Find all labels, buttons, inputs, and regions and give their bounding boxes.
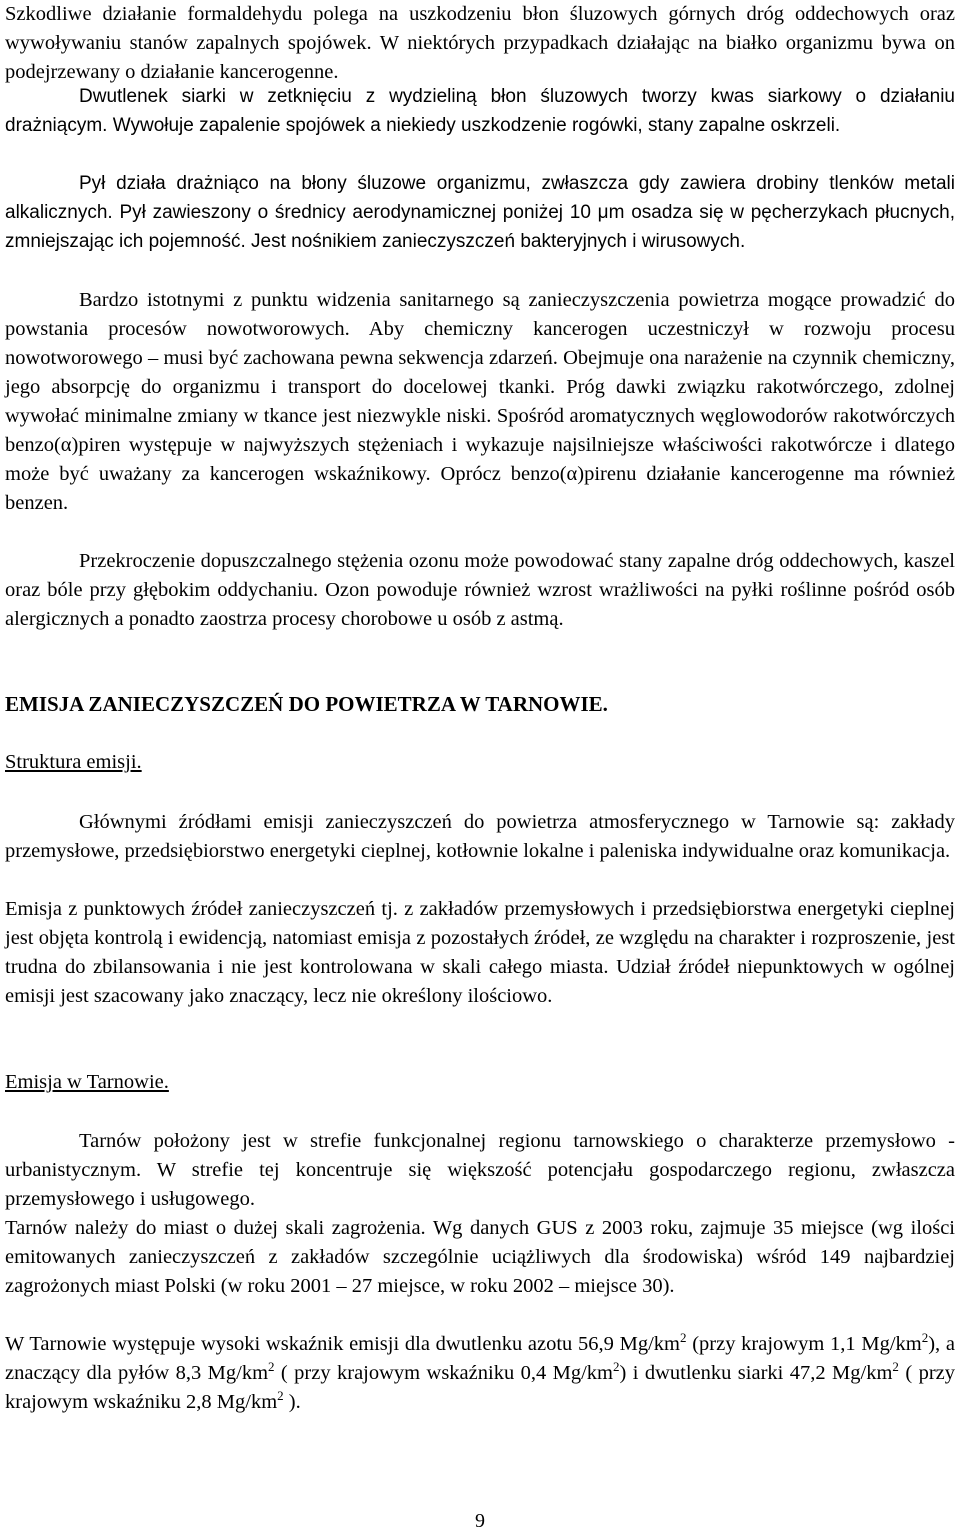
paragraph-emission-sources: Głównymi źródłami emisji zanieczyszczeń do powietrza atmosferycznego w Tarnowie są: zakłady przemysłowe, przedsiębiorstwo energetyki cieplnej, kotłownie lokalne i paleniska indywidualne oraz komunikacja. [5, 811, 955, 862]
paragraph-emission-indicators: W Tarnowie występuje wysoki wskaźnik emisji dla dwutlenku azotu 56,9 $Mg/km^2$ (przy krajowym 1,1 $Mg/km^2$), a znaczący dla pyłów 8,3 $Mg/km^2$ ( przy krajowym wskaźniku 0,4 $Mg/km^2$) i dwutlenku siarki 47,2 $Mg/km^2$ ( przy krajowym wskaźniku 2,8 $Mg/km^2$ ). [5, 1330, 955, 1413]
paragraph-formaldehyde: Szkodliwe działanie formaldehydu polega na uszkodzeniu błon śluzowych górnych dróg oddechowych oraz wywoływaniu stanów zapalnych spojówek. W niektórych przypadkach działając na białko organizmu bywa on podejrzewany o działanie kancerogenne. [5, 3, 955, 83]
paragraph-carcinogens: Bardzo istotnymi z punktu widzenia sanitarnego są zanieczyszczenia powietrza mogące prowadzić do powstania procesów nowotworowych. Aby chemiczny kancerogen uczestniczył w rozwoju procesu nowotworowego – musi być zachowana pewna sekwencja zdarzeń. Obejmuje ona narażenie na czynnik chemiczny, jego absorpcję do organizmu i transport do docelowej tkanki. Próg dawki związku rakotwórczego, zdolnej wywołać minimalne zmiany w tkance jest niezwykle niski. Spośród aromatycznych węglowodorów rakotwórczych benzo(α)piren występuje w najwyższych stężeniach i wykazuje najsilniejsze właściwości rakotwórcze i dlatego może być uważany za kancerogen wskaźnikowy. Oprócz benzo(α)pirenu działanie kancerogenne ma również benzen. [5, 289, 955, 514]
paragraph-sulfur-dioxide: Dwutlenek siarki w zetknięciu z wydzieliną błon śluzowych tworzy kwas siarkowy o działaniu drażniącym. Wywołuje zapalenie spojówek a niekiedy uszkodzenie rogówki, stany zapalne oskrzeli. [5, 86, 955, 136]
paragraph-ozone: Przekroczenie dopuszczalnego stężenia ozonu może powodować stany zapalne dróg oddechowych, kaszel oraz bóle przy głębokim oddychaniu. Ozon powoduje również wzrost wrażliwości na pyłki roślinne pośród osób alergicznych a ponadto zaostrza procesy chorobowe u osób z astmą. [5, 550, 955, 630]
paragraph-dust: Pył działa drażniąco na błony śluzowe organizmu, zwłaszcza gdy zawiera drobiny tlenków metali alkalicznych. Pył zawieszony o średnicy aerodynamicznej poniżej 10 μm osadza się w pęcherzykach płucnych, zmniejszając ich pojemność. Jest nośnikiem zanieczyszczeń bakteryjnych i wirusowych. [5, 173, 955, 252]
subheading-emission-tarnow: Emisja w Tarnowie. [5, 1071, 169, 1093]
page-number: 9 [475, 1510, 485, 1532]
paragraph-tarnow-location: Tarnów położony jest w strefie funkcjonalnej regionu tarnowskiego o charakterze przemysłowo - urbanistycznym. W strefie tej koncentruje się większość potencjału gospodarczego regionu, zwłaszcza przemysłowego i usługowego. [5, 1130, 955, 1210]
subheading-emission-structure: Struktura emisji. [5, 751, 142, 773]
section-heading: EMISJA ZANIECZYSZCZEŃ DO POWIETRZA W TARNOWIE. [5, 692, 608, 716]
paragraph-gus-ranking: Tarnów należy do miast o dużej skali zagrożenia. Wg danych GUS z 2003 roku, zajmuje 35 miejsce (wg ilości emitowanych zanieczyszczeń z zakładów szczególnie uciążliwych dla środowiska) wśród 149 najbardziej zagrożonych miast Polski (w roku 2001 – 27 miejsce, w roku 2002 – miejsce 30). [5, 1217, 955, 1297]
paragraph-point-sources: Emisja z punktowych źródeł zanieczyszczeń tj. z zakładów przemysłowych i przedsiębiorstwa energetyki cieplnej jest objęta kontrolą i ewidencją, natomiast emisja z pozostałych źródeł, ze względu na charakter i rozproszenie, jest trudna do zbilansowania i nie jest kontrolowana w skali całego miasta. Udział źródeł niepunktowych w ogólnej emisji jest szacowany jako znaczący, lecz nie określony ilościowo. [5, 898, 955, 1007]
